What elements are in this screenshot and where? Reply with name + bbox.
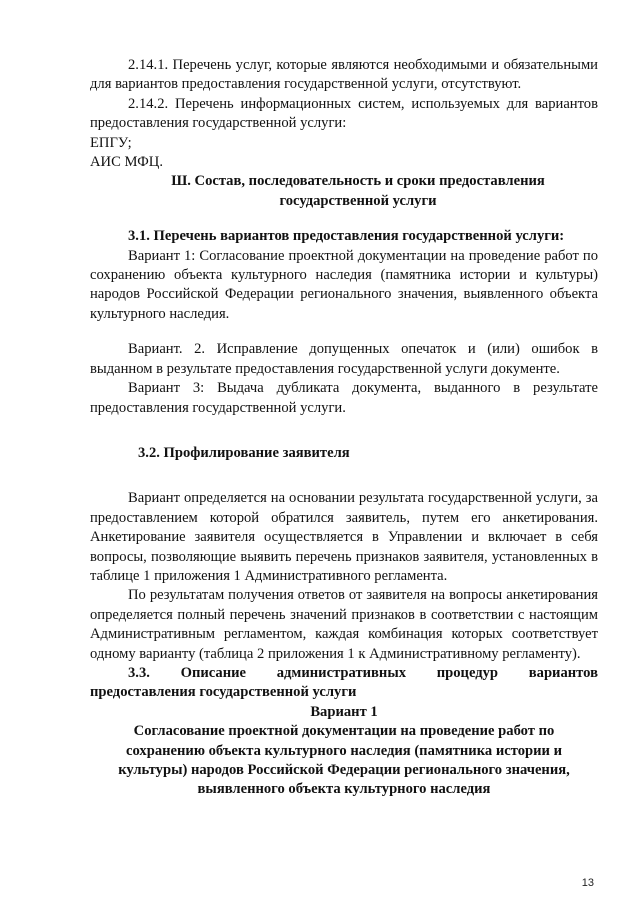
- heading-3-2: 3.2. Профилирование заявителя: [138, 444, 350, 461]
- variant-2-description: Вариант. 2. Исправление допущенных опечаток и (или) ошибок в выданном в результате предоставления государственной услуги документе.: [90, 341, 598, 377]
- heading-3-3-word: административных: [276, 664, 407, 681]
- page-number: 13: [581, 877, 594, 889]
- spacer: [90, 324, 598, 340]
- heading-3-3-continuation: предоставления государственной услуги: [90, 684, 357, 701]
- variant-1-title: Согласование проектной документации на проведение работ по сохранению объекта культурного наследия (памятника истории и культуры) народов Российской Федерации регионального значения, выявленного объекта культурного наследия: [118, 723, 570, 798]
- information-system-item: ЕПГУ;: [90, 134, 132, 151]
- variant-1-description: Вариант 1: Согласование проектной документации на проведение работ по сохранению объекта культурного наследия (памятника истории и культуры) народов Российской Федерации регионального значения, выявленного объекта культурного наследия.: [90, 247, 598, 322]
- heading-3-3-word: вариантов: [528, 664, 598, 681]
- spacer: [90, 418, 598, 444]
- heading-3-3-word: процедур: [436, 664, 499, 681]
- variant-3-description: Вариант 3: Выдача дубликата документа, выданного в результате предоставления государственной услуги.: [90, 380, 598, 416]
- heading-3-3: [90, 664, 598, 683]
- heading-3-1: 3.1. Перечень вариантов предоставления государственной услуги:: [128, 228, 565, 245]
- heading-3-3-word: Описание: [180, 664, 247, 681]
- variant-1-heading: Вариант 1: [310, 703, 378, 720]
- paragraph-2-14-1: 2.14.1. Перечень услуг, которые являются необходимыми и обязательными для вариантов предоставления государственной услуги, отсутствуют.: [90, 57, 598, 93]
- spacer: [90, 211, 598, 227]
- paragraph-2-14-2: 2.14.2. Перечень информационных систем, используемых для вариантов предоставления государственной услуги:: [90, 95, 598, 132]
- spacer: [90, 463, 598, 489]
- heading-3-3-word: 3.3.: [128, 664, 150, 681]
- profiling-paragraph-2: По результатам получения ответов от заявителя на вопросы анкетирования определяется полный перечень значений признаков в соответствии с настоящим Административным регламентом, каждая комбинация которых соответствует одному варианту (таблица 2 приложения 1 к Административному регламенту).: [90, 587, 598, 662]
- document-page: [90, 56, 598, 800]
- profiling-paragraph-1: Вариант определяется на основании результата государственной услуги, за предоставлением которой обратился заявитель, путем его анкетирования. Анкетирование заявителя осуществляется в Управлении и включает в себя вопросы, позволяющие выявить перечень признаков заявителя, установленных в таблице 1 приложения 1 Административного регламента.: [90, 490, 598, 584]
- information-system-item: АИС МФЦ.: [90, 154, 163, 171]
- section-3-title: Ш. Состав, последовательность и сроки предоставления государственной услуги: [171, 173, 545, 209]
